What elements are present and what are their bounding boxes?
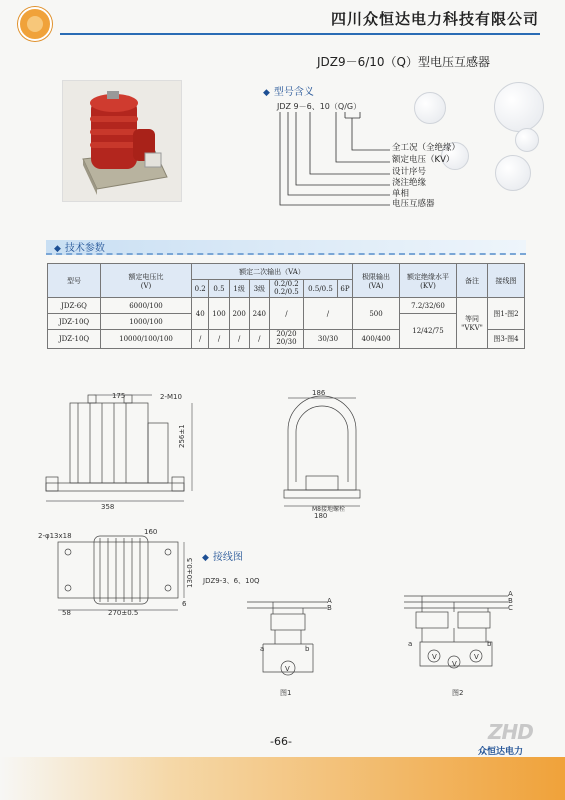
dim-label: 256±1 [178, 424, 186, 448]
th-model: 型号 [48, 264, 101, 298]
phase-label: B [327, 604, 332, 612]
meaning-item: 单相 [392, 189, 410, 199]
cell-value: / [229, 330, 249, 348]
dim-label: 270±0.5 [108, 609, 139, 617]
product-title: JDZ9－6/10（Q）型电压互感器 [316, 55, 490, 69]
brand-logo: ZHD [488, 720, 533, 744]
table-row [48, 298, 525, 314]
dim-label: 2-φ13x18 [38, 532, 72, 540]
cell-value: 30/30 [303, 330, 352, 348]
diamond-bullet-icon: ◆ [202, 553, 209, 563]
dim-label: 180 [314, 512, 328, 520]
wiring-section-heading [202, 548, 243, 563]
meter-label: V [474, 653, 479, 661]
th-sub: 3级 [249, 280, 269, 298]
tech-section-bar [46, 240, 526, 255]
th-note: 备注 [457, 264, 488, 298]
header-rule [60, 33, 540, 35]
decorative-circle [494, 82, 544, 132]
phase-label: B [508, 597, 513, 605]
top-view-drawing [38, 528, 198, 620]
phase-label: C [508, 604, 513, 612]
footer-band [0, 757, 565, 800]
meaning-item: 浇注绝缘 [392, 178, 427, 188]
cell-value: / [303, 298, 352, 330]
phase-label: A [327, 597, 332, 605]
terminal-label: b [305, 645, 310, 653]
cell-ratio: 6000/100 [101, 298, 192, 314]
model-heading-label: 型号含义 [273, 87, 314, 98]
figure-caption: 图1 [280, 689, 292, 697]
page-number: -66- [270, 735, 292, 748]
brand-name: 众恒达电力 [478, 747, 524, 757]
cell-insulation: 12/42/75 [400, 314, 457, 348]
cell-value: / [249, 330, 269, 348]
dim-label: 2-M10 [160, 393, 182, 401]
th-sub: 0.5 [209, 280, 229, 298]
decorative-circle [495, 155, 531, 191]
meaning-item: 全工况（全绝缘） [392, 143, 461, 153]
th-sub: 0.2/0.2 0.2/0.5 [269, 280, 303, 298]
dim-label: 175 [112, 392, 126, 400]
cell-ratio: 10000/100/100 [101, 330, 192, 348]
dim-label: 130±0.5 [186, 557, 194, 588]
dim-label: 358 [101, 503, 115, 511]
cell-wiring: 图3-图4 [488, 330, 525, 348]
page-header [0, 0, 565, 42]
cell-value: 40 [192, 298, 209, 330]
terminal-label: a [408, 640, 413, 648]
product-photo [62, 80, 182, 202]
dim-label: 160 [144, 528, 158, 536]
meter-label: V [432, 653, 437, 661]
cell-model: JDZ-10Q [48, 330, 101, 348]
spec-table [47, 263, 525, 349]
terminal-label: a [260, 645, 265, 653]
tech-heading-label: 技术参数 [64, 243, 105, 254]
wiring-heading-label: 接线图 [212, 552, 243, 563]
cell-model: JDZ-10Q [48, 314, 101, 330]
cell-value: / [209, 330, 229, 348]
company-logo-circle [18, 7, 52, 41]
cell-limit: 500 [353, 298, 400, 330]
company-name: 四川众恒达电力科技有限公司 [330, 10, 539, 28]
cell-ratio: 1000/100 [101, 314, 192, 330]
meter-label: V [285, 665, 290, 673]
meter-label: V [452, 660, 457, 668]
figure-caption: 图2 [452, 689, 464, 697]
model-code: JDZ 9－6、10（Q/G） [277, 102, 362, 111]
dim-label: M8接地螺栓 [312, 506, 345, 513]
model-legend-lines [270, 110, 395, 210]
cell-value: 20/20 20/30 [269, 330, 303, 348]
th-ratio: 额定电压比 (V) [101, 264, 192, 298]
cell-limit: 400/400 [353, 330, 400, 348]
dim-label: 186 [312, 389, 326, 397]
cell-insulation: 7.2/32/60 [400, 298, 457, 314]
cell-wiring: 图1-图2 [488, 298, 525, 330]
cell-value: 200 [229, 298, 249, 330]
meaning-item: 设计序号 [392, 167, 427, 177]
model-section-heading [263, 83, 314, 98]
diamond-bullet-icon: ◆ [263, 88, 270, 98]
dim-label: 6 [182, 600, 187, 608]
decorative-circle [414, 92, 446, 124]
th-limit: 极限输出 (VA) [353, 264, 400, 298]
th-insulation: 额定绝缘水平 (KV) [400, 264, 457, 298]
cell-value: / [269, 298, 303, 330]
side-view-drawing [272, 390, 372, 515]
terminal-label: b [487, 640, 492, 648]
cell-value: 240 [249, 298, 269, 330]
decorative-circle [515, 128, 539, 152]
cell-model: JDZ-6Q [48, 298, 101, 314]
wiring-figure-2 [402, 590, 514, 686]
cell-note: 等同 "VKV" [457, 298, 488, 348]
cell-value: 100 [209, 298, 229, 330]
th-sub: 0.5/0.5 [303, 280, 337, 298]
meaning-item: 电压互感器 [392, 199, 435, 209]
th-sub: 6P [337, 280, 352, 298]
cell-value: / [192, 330, 209, 348]
tech-section-heading [54, 239, 105, 254]
diamond-bullet-icon: ◆ [54, 244, 61, 254]
wiring-model-label: JDZ9-3、6、10Q [203, 577, 260, 585]
dim-label: 58 [62, 609, 71, 617]
meaning-item: 额定电压（KV） [392, 155, 455, 165]
phase-label: A [508, 590, 513, 598]
th-sub: 1级 [229, 280, 249, 298]
th-output: 额定二次输出（VA） [192, 264, 353, 280]
wiring-figure-1 [245, 596, 335, 686]
th-sub: 0.2 [192, 280, 209, 298]
th-wiring: 接线图 [488, 264, 525, 298]
